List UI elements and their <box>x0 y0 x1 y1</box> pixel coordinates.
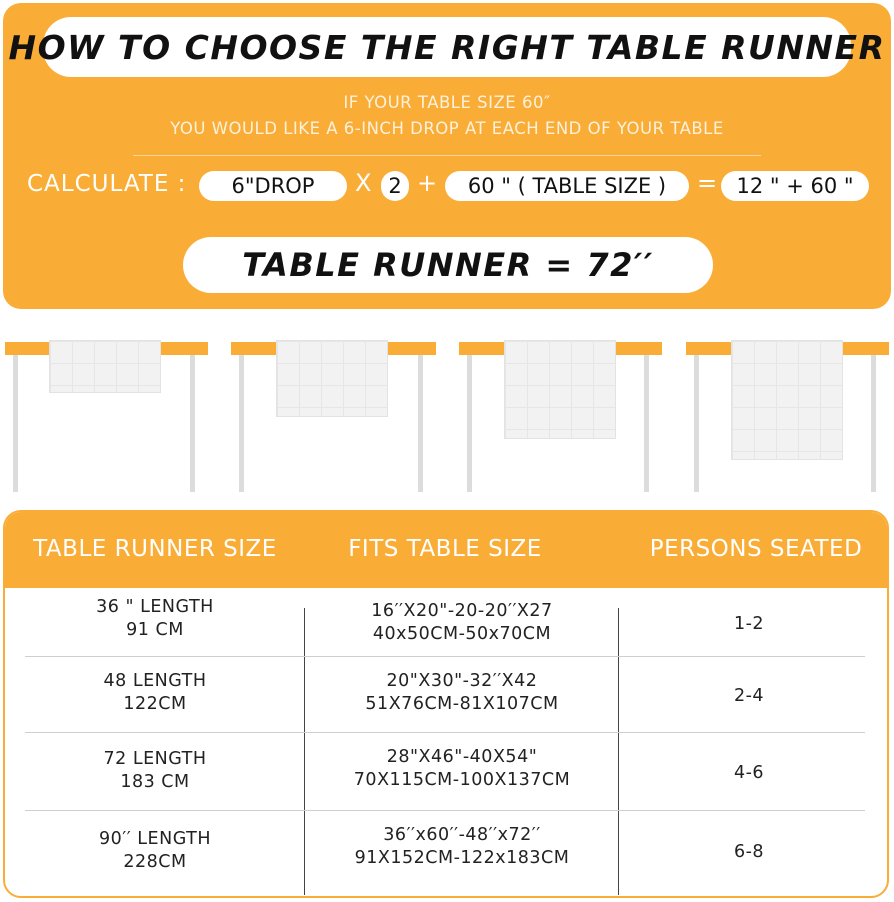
table-leg <box>644 355 649 492</box>
row-divider <box>25 810 865 811</box>
fits-cm: 40x50CM-50x70CM <box>372 624 552 644</box>
fits-inches: 20"X30"-32′′X42 <box>386 671 538 691</box>
table-runner <box>504 340 616 439</box>
runner-length-cm: 183 CM <box>120 772 190 792</box>
header-runner-size: TABLE RUNNER SIZE <box>33 536 277 562</box>
size-chart <box>3 510 889 898</box>
multiplier-value: 2 <box>388 174 402 198</box>
fits-table-cell <box>305 746 619 792</box>
result-pill <box>183 237 713 293</box>
runner-length: 36 " LENGTH <box>96 597 214 617</box>
persons-seated: 2-4 <box>733 686 765 706</box>
table-size-value: 60 " ( TABLE SIZE ) <box>467 174 667 198</box>
persons-seated: 6-8 <box>733 842 765 862</box>
row-divider <box>25 656 865 657</box>
persons-seated: 1-2 <box>733 614 765 634</box>
table-leg <box>871 355 876 492</box>
table-leg <box>190 355 195 492</box>
persons-seated: 4-6 <box>733 763 765 783</box>
result-text: TABLE RUNNER = 72′′ <box>242 246 654 284</box>
drop-value: 6"DROP <box>231 174 315 198</box>
fits-table-cell <box>305 670 619 716</box>
times-operator: X <box>355 169 372 197</box>
header-persons: PERSONS SEATED <box>649 536 863 562</box>
table-row <box>5 828 305 874</box>
table-illustration-72 <box>459 340 662 495</box>
row-divider <box>25 732 865 733</box>
runner-length-cm: 228CM <box>123 852 187 872</box>
runner-length-cm: 122CM <box>123 694 187 714</box>
multiplier-pill <box>381 171 409 201</box>
fits-table-cell <box>305 824 619 870</box>
fits-cm: 91X152CM-122x183CM <box>354 848 570 868</box>
calculate-label: CALCULATE : <box>27 171 187 197</box>
fits-inches: 36′′x60′′-48′′x72′′ <box>383 825 541 845</box>
table-row <box>5 670 305 716</box>
runner-length-cm: 91 CM <box>126 620 184 640</box>
runner-length: 72 LENGTH <box>103 749 207 769</box>
title-banner <box>8 17 886 77</box>
runner-length: 90′′ LENGTH <box>99 829 211 849</box>
fits-inches: 16′′X20"-20-20′′X27 <box>371 601 553 621</box>
intro-line-2: YOU WOULD LIKE A 6-INCH DROP AT EACH END OF YOUR TABLE <box>170 119 724 138</box>
divider <box>133 155 761 156</box>
fits-table-cell <box>305 600 619 646</box>
runner-length: 48 LENGTH <box>103 671 207 691</box>
table-illustration-90 <box>686 340 889 495</box>
table-illustration-48 <box>231 340 436 495</box>
sum-value: 12 " + 60 " <box>736 174 854 198</box>
fits-inches: 28"X46"-40X54" <box>386 747 538 767</box>
sum-pill <box>721 171 869 201</box>
table-runner <box>731 340 843 460</box>
table-size-pill <box>445 171 689 201</box>
plus-operator: + <box>417 169 438 197</box>
table-leg <box>694 355 699 492</box>
table-row <box>5 596 305 642</box>
fits-cm: 70X115CM-100X137CM <box>353 770 571 790</box>
size-chart-header <box>5 512 887 588</box>
header-fits-table: FITS TABLE SIZE <box>348 536 542 562</box>
drop-pill <box>199 171 347 201</box>
table-illustration-36 <box>5 340 208 495</box>
table-leg <box>239 355 244 492</box>
table-leg <box>13 355 18 492</box>
equals-operator: = <box>697 169 718 197</box>
table-runner <box>276 340 388 417</box>
table-runner <box>49 340 161 393</box>
fits-cm: 51X76CM-81X107CM <box>365 694 559 714</box>
intro-line-1: IF YOUR TABLE SIZE 60″ <box>343 93 551 112</box>
table-leg <box>418 355 423 492</box>
page-title: HOW TO CHOOSE THE RIGHT TABLE RUNNER <box>8 27 886 67</box>
calculator-panel <box>3 3 891 309</box>
table-leg <box>467 355 472 492</box>
table-row <box>5 748 305 794</box>
